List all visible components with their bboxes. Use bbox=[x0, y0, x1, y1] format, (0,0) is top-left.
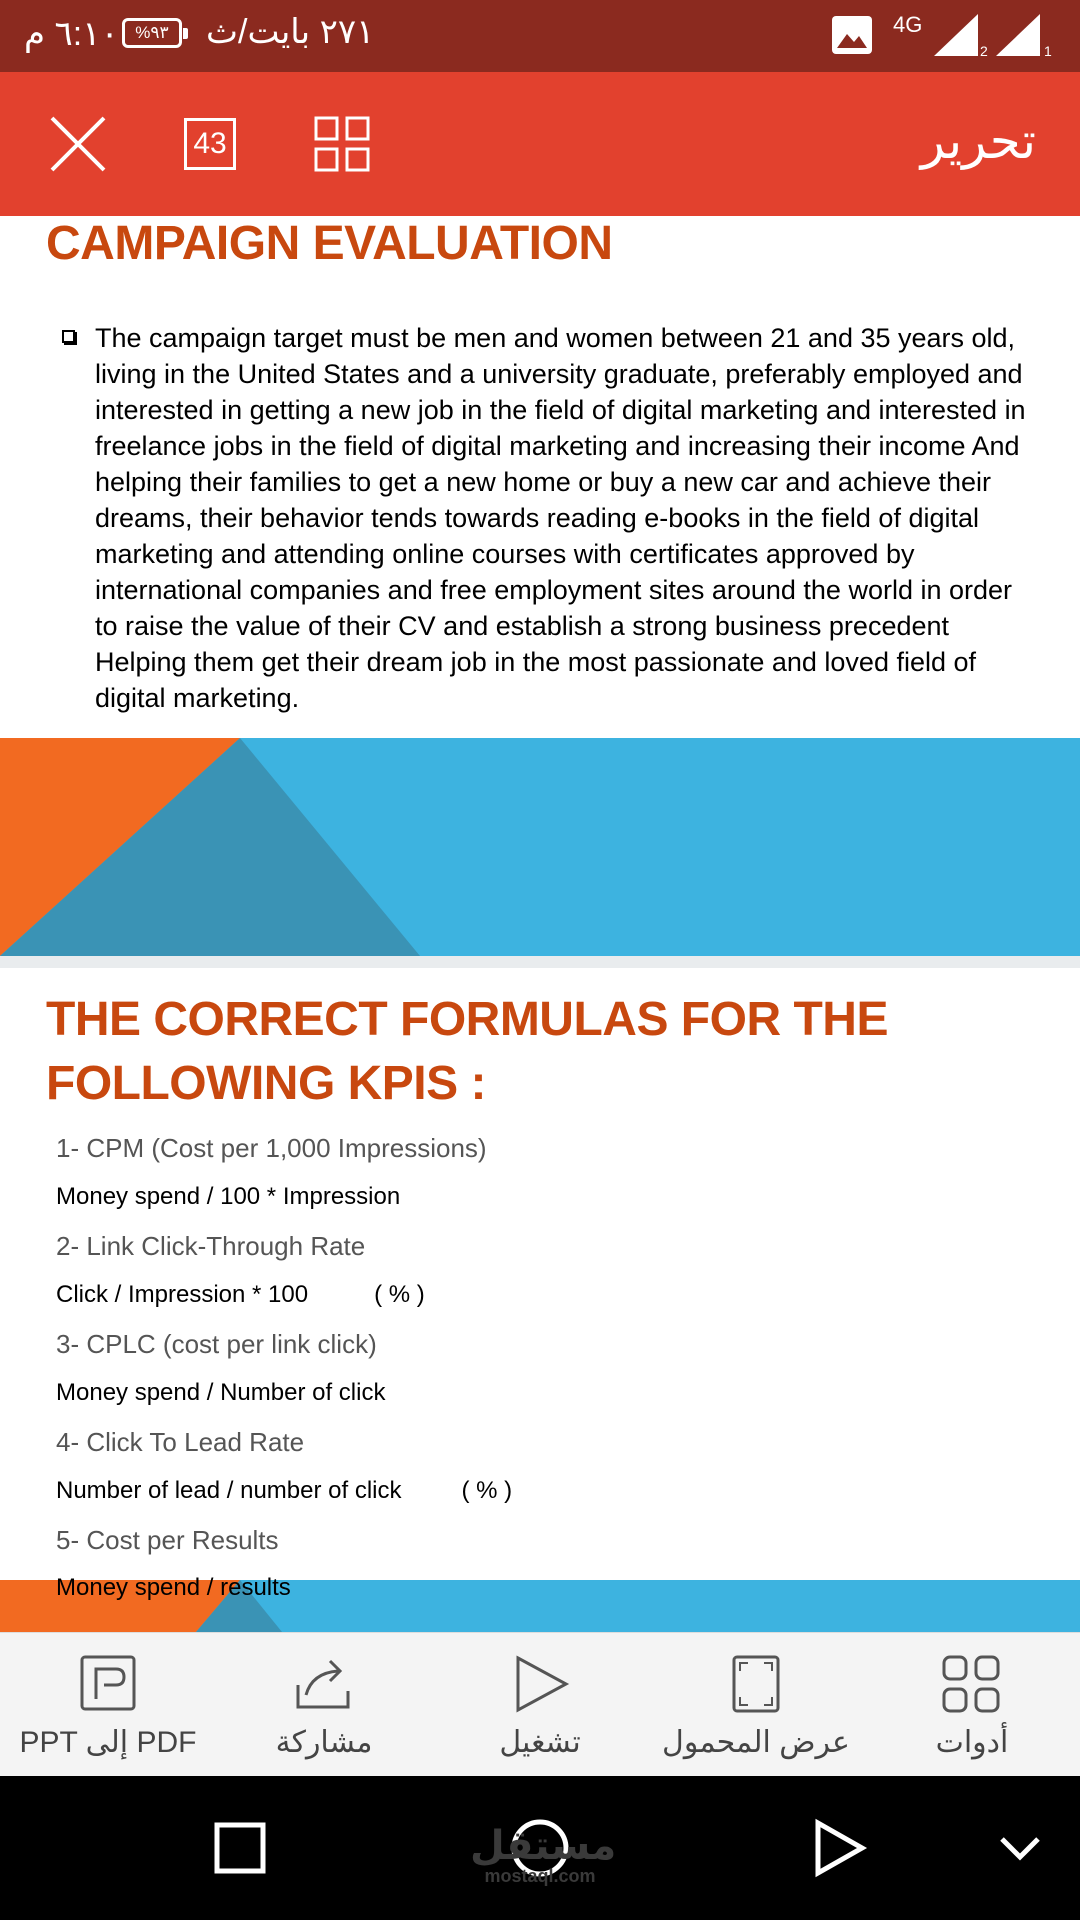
tools-icon bbox=[942, 1655, 1000, 1713]
chevron-down-icon bbox=[998, 1833, 1042, 1863]
hide-nav-button[interactable] bbox=[984, 1812, 1056, 1884]
share-label: مشاركة bbox=[275, 1726, 373, 1759]
pdf-icon bbox=[80, 1655, 136, 1711]
kpi-unit-percent: ( % ) bbox=[461, 1477, 513, 1504]
kpi-formula: Money spend / results bbox=[56, 1574, 291, 1601]
slide-separator bbox=[0, 956, 1080, 968]
slide-count: 43 bbox=[184, 118, 236, 170]
kpi-formula-text: Money spend / 100 * Impression bbox=[56, 1183, 401, 1210]
kpi-formula bbox=[56, 1275, 1036, 1324]
kpi-heading: 2- Link Click-Through Rate bbox=[56, 1231, 366, 1261]
image-notification-icon bbox=[832, 16, 872, 54]
fullscreen-icon bbox=[732, 1655, 780, 1713]
share-icon bbox=[294, 1655, 354, 1713]
play-icon bbox=[514, 1655, 570, 1713]
kpi-heading: 5- Cost per Results bbox=[56, 1525, 279, 1555]
kpi-formula-text: Money spend / Number of click bbox=[56, 1379, 386, 1406]
signal-sim2-icon bbox=[934, 14, 988, 58]
slide-footer-banner bbox=[0, 738, 1080, 956]
mobile-view-button[interactable] bbox=[648, 1633, 864, 1777]
bullet-square-icon bbox=[62, 330, 75, 343]
ppt-to-pdf-button[interactable] bbox=[0, 1633, 216, 1777]
close-icon bbox=[50, 116, 106, 172]
system-nav-bar bbox=[0, 1776, 1080, 1920]
slide-count-button[interactable] bbox=[180, 114, 240, 174]
tools-label: أدوات bbox=[935, 1726, 1009, 1759]
signal-sim1-icon bbox=[996, 14, 1054, 58]
kpi-formula-text: Click / Impression * 100 bbox=[56, 1281, 309, 1308]
bottom-action-bar bbox=[0, 1632, 1080, 1777]
pdf-label: PPT إلى PDF bbox=[19, 1726, 197, 1759]
sim2-label: 2 bbox=[980, 43, 988, 58]
kpi-formula-text: Number of lead / number of click bbox=[56, 1477, 402, 1504]
kpi-formula bbox=[56, 1471, 1036, 1520]
network-type-label: 4G bbox=[893, 12, 923, 37]
watermark bbox=[470, 1824, 617, 1886]
triangle-play-icon bbox=[812, 1818, 868, 1878]
tools-button[interactable] bbox=[864, 1633, 1080, 1777]
watermark-logo: مستقل bbox=[470, 1824, 617, 1868]
battery-icon: %٩٣ bbox=[122, 18, 182, 48]
square-icon bbox=[214, 1822, 266, 1874]
play-button[interactable] bbox=[432, 1633, 648, 1777]
sim1-label: 1 bbox=[1044, 43, 1052, 58]
mobile-view-label: عرض المحمول bbox=[662, 1726, 850, 1759]
kpi-formula bbox=[56, 1177, 1036, 1226]
grid-icon bbox=[314, 116, 370, 172]
play-label: تشغيل bbox=[499, 1726, 581, 1759]
campaign-target-text: The campaign target must be men and women between 21 and 35 years old, living in the United States and a university graduate, preferably employed and interested in getting a new job in the field of digital marketing and interested in freelance jobs in the field of digital marketing and increasing their income And helping their families to get a new home or buy a new car and achieve their dreams, their behavior tends towards reading e-books in the field of digital marketing and attending online courses with certificates approved by international companies and free employment sites around the world in order to raise the value of their CV and establish a strong business precedent Helping them get their dream job in the most passionate and loved field of digital marketing. bbox=[95, 323, 1026, 713]
status-bar bbox=[0, 0, 1080, 72]
close-button[interactable] bbox=[48, 114, 108, 174]
kpi-formula bbox=[56, 1373, 1036, 1422]
watermark-url: mostaql.com bbox=[484, 1866, 596, 1886]
status-time: ٦:١٠ م bbox=[24, 15, 119, 53]
share-button[interactable] bbox=[216, 1633, 432, 1777]
kpi-heading: 4- Click To Lead Rate bbox=[56, 1427, 305, 1457]
recent-apps-button[interactable] bbox=[204, 1812, 276, 1884]
slide-grid-button[interactable] bbox=[312, 114, 372, 174]
document-viewport[interactable] bbox=[0, 216, 1080, 1632]
kpi-heading: 3- CPLC (cost per link click) bbox=[56, 1329, 377, 1359]
edit-button[interactable]: تحرير bbox=[920, 113, 1036, 169]
slide-title-campaign: CAMPAIGN EVALUATION bbox=[46, 217, 613, 270]
slide-title-kpis: THE CORRECT FORMULAS FOR THE FOLLOWING KPIS : bbox=[46, 993, 888, 1110]
kpi-list bbox=[56, 1128, 1036, 1569]
kpi-unit-percent: ( % ) bbox=[374, 1281, 425, 1308]
kpi-heading: 1- CPM (Cost per 1,000 Impressions) bbox=[56, 1133, 487, 1163]
app-toolbar bbox=[0, 72, 1080, 216]
back-button[interactable] bbox=[804, 1812, 876, 1884]
network-speed: ٢٧١ بايت/ث bbox=[206, 13, 375, 51]
